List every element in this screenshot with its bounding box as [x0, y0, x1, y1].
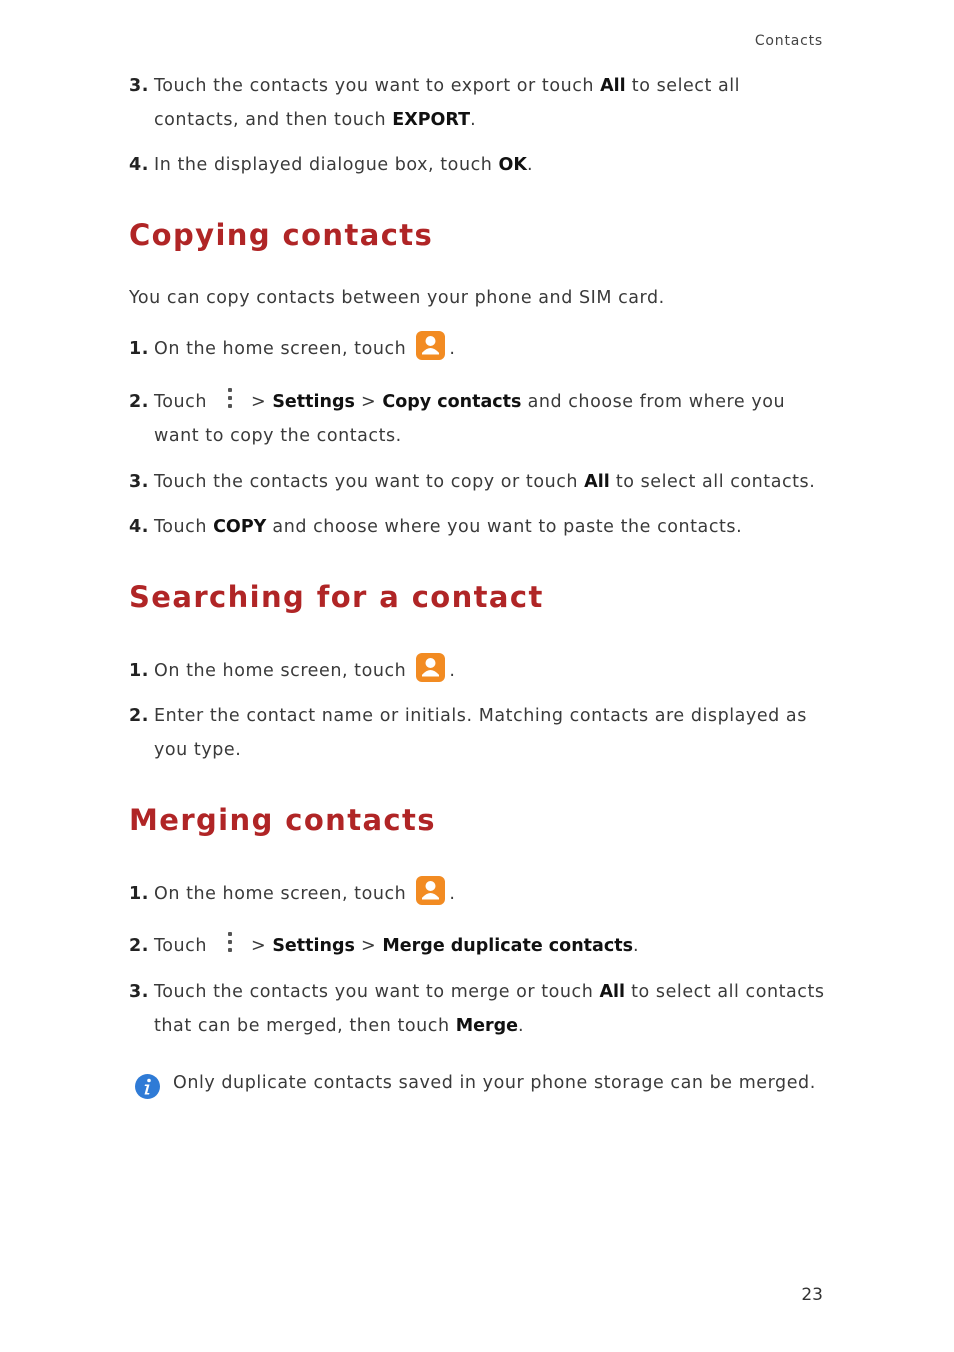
copying-step-3: 3. Touch the contacts you want to copy or touch All to select all contacts. [129, 472, 816, 492]
more-vertical-icon [219, 385, 241, 413]
running-header: Contacts [754, 33, 823, 49]
merging-step-2: 2. Touch > Settings > Merge duplicate contacts. [129, 929, 829, 963]
contacts-app-icon [416, 653, 445, 682]
heading-merging-contacts: Merging contacts [129, 803, 436, 837]
copying-step-1: 1. On the home screen, touch . [129, 332, 829, 366]
merge-note: Only duplicate contacts saved in your phone storage can be merged. [173, 1073, 816, 1093]
contacts-app-icon [416, 331, 445, 360]
copying-step-2: 2. Touch > Settings > Copy contacts and choose from where you want to copy the contacts. [129, 385, 829, 453]
copying-intro: You can copy contacts between your phone and SIM card. [129, 288, 665, 308]
searching-step-2: 2. Enter the contact name or initials. Matching contacts are displayed as you type. [129, 706, 807, 760]
searching-step-1: 1. On the home screen, touch . [129, 654, 829, 688]
merging-step-3: 3. Touch the contacts you want to merge or touch All to select all contacts that can be merged, then touch Merge. [129, 982, 825, 1036]
heading-searching-contact: Searching for a contact [129, 580, 544, 614]
copying-step-4: 4. Touch COPY and choose where you want to paste the contacts. [129, 517, 743, 537]
export-step-3: 3. Touch the contacts you want to export or touch All to select all contacts, and then touch EXPORT. [129, 69, 829, 137]
step-number: 3. [129, 76, 149, 96]
info-icon [134, 1073, 161, 1100]
contacts-app-icon [416, 876, 445, 905]
step-number: 4. [129, 155, 149, 175]
merging-step-1: 1. On the home screen, touch . [129, 877, 829, 911]
page-number: 23 [801, 1285, 823, 1305]
heading-copying-contacts: Copying contacts [129, 218, 434, 252]
export-step-4: 4. In the displayed dialogue box, touch OK. [129, 148, 829, 182]
more-vertical-icon [219, 929, 241, 957]
